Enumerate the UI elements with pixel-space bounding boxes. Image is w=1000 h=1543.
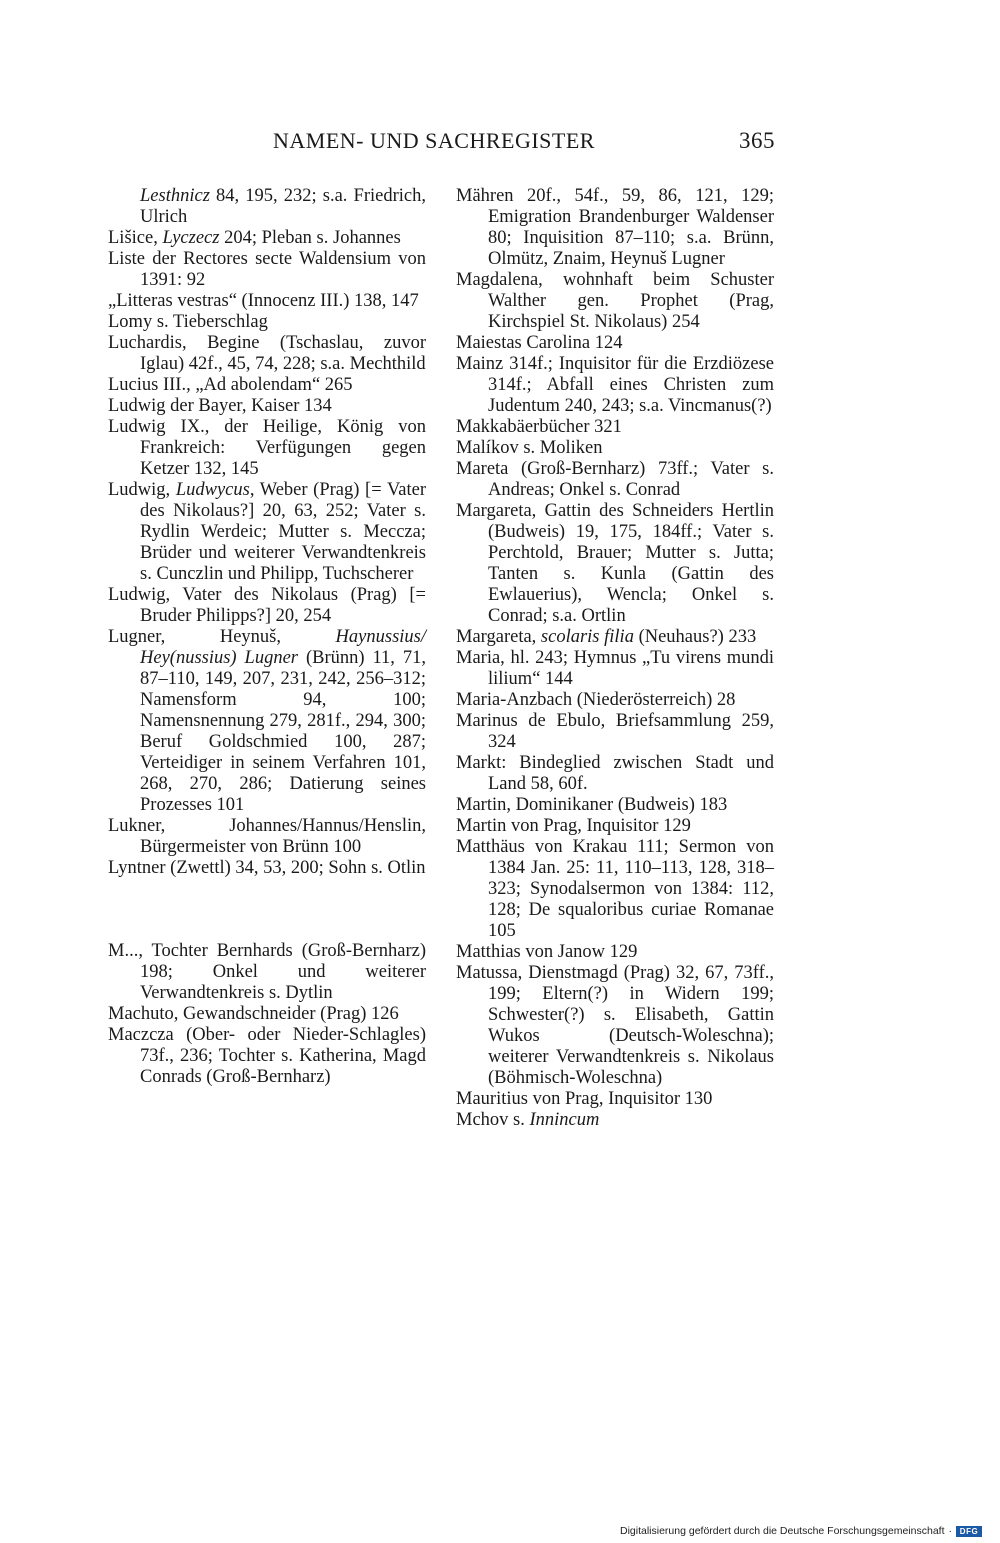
index-column-right: [456, 186, 774, 1131]
section-gap: [108, 879, 426, 941]
index-entry: Margareta, scolaris filia (Neuhaus?) 233: [456, 627, 757, 647]
index-entry: Margareta, Gattin des Schneiders Hertlin (Budweis) 19, 175, 184ff.; Vater s. Perchtold, Brauer; Mutter s. Jutta; Tanten s. Kunla (Gattin des Ewlauerius), Wencla; Onkel s. Conrad; s.a. Ortlin: [456, 501, 774, 626]
index-entry: Matussa, Dienstmagd (Prag) 32, 67, 73ff., 199; Eltern(?) in Widern 199; Schwester(?) s. Elisabeth, Gattin Wukos (Deutsch-Woleschna); weiterer Verwandtenkreis s. Nikolaus (Böhmisch-Woleschna): [456, 963, 774, 1088]
index-entry: Matthias von Janow 129: [456, 942, 638, 962]
index-entry: Makkabäerbücher 321: [456, 417, 622, 437]
index-entry: Markt: Bindeglied zwischen Stadt und Land 58, 60f.: [456, 753, 774, 794]
index-entry: Lukner, Johannes/Hannus/Henslin, Bürgermeister von Brünn 100: [108, 816, 426, 857]
page-number: 365: [739, 128, 775, 153]
index-entry: Maria-Anzbach (Niederösterreich) 28: [456, 690, 736, 710]
index-entry: Lomy s. Tieberschlag: [108, 312, 268, 332]
index-entry: Maiestas Carolina 124: [456, 333, 623, 353]
index-entry: Mainz 314f.; Inquisitor für die Erzdiözese 314f.; Abfall eines Christen zum Judentum 240, 243; s.a. Vincmanus(?): [456, 354, 774, 416]
index-entry: Malíkov s. Moliken: [456, 438, 603, 458]
index-entry: Lugner, Heynuš, Haynussius/ Hey(nussius) Lugner (Brünn) 11, 71, 87–110, 149, 207, 231, 242, 256–312; Namensform 94, 100; Namensnennung 279, 281f., 294, 300; Beruf Goldschmied 100, 287; Verteidiger in seinem Verfahren 101, 268, 270, 286; Datierung seines Prozesses 101: [108, 627, 426, 815]
index-entry: Maczcza (Ober- oder Nieder-Schlagles) 73f., 236; Tochter s. Katherina, Magd Conrads (Groß-Bernharz): [108, 1025, 426, 1087]
index-entry: Mareta (Groß-Bernharz) 73ff.; Vater s. Andreas; Onkel s. Conrad: [456, 459, 774, 500]
index-entry: Lišice, Lyczecz 204; Pleban s. Johannes: [108, 228, 401, 248]
index-entry: Martin, Dominikaner (Budweis) 183: [456, 795, 728, 815]
dfg-logo: DFG: [956, 1526, 982, 1537]
index-entry: M..., Tochter Bernhards (Groß-Bernharz) 198; Onkel und weiterer Verwandtenkreis s. Dytlin: [108, 941, 426, 1003]
index-entry: Ludwig, Ludwycus, Weber (Prag) [= Vater des Nikolaus?] 20, 63, 252; Vater s. Rydlin Werdeic; Mutter s. Meccza; Brüder und weiterer Verwandtenkreis s. Cunczlin und Philipp, Tuchscherer: [108, 480, 426, 584]
index-entry: Matthäus von Krakau 111; Sermon von 1384 Jan. 25: 11, 110–113, 128, 318–323; Synodalsermon von 1384: 112, 128; De squaloribus curiae Romanae 105: [456, 837, 774, 941]
index-entry: Lesthnicz 84, 195, 232; s.a. Friedrich, Ulrich: [140, 186, 426, 227]
footer-text: Digitalisierung gefördert durch die Deutsche Forschungsgemeinschaft: [619, 1525, 945, 1537]
index-column-left: [108, 186, 426, 1088]
index-entry: Lucius III., „Ad abolendam“ 265: [108, 375, 353, 395]
index-entry: Maria, hl. 243; Hymnus „Tu virens mundi lilium“ 144: [456, 648, 774, 689]
index-entry: Liste der Rectores secte Waldensium von 1391: 92: [108, 249, 426, 290]
index-entry: Ludwig, Vater des Nikolaus (Prag) [= Bruder Philipps?] 20, 254: [108, 585, 426, 626]
index-entry: Luchardis, Begine (Tschaslau, zuvor Iglau) 42f., 45, 74, 228; s.a. Mechthild: [108, 333, 426, 374]
footer-credit: Digitalisierung gefördert durch die Deutsche Forschungsgemeinschaft · DFG: [620, 1525, 982, 1537]
index-entry: Mähren 20f., 54f., 59, 86, 121, 129; Emigration Brandenburger Waldenser 80; Inquisition 87–110; s.a. Brünn, Olmütz, Znaim, Heynuš Lugner: [456, 186, 774, 269]
index-entry: Marinus de Ebulo, Briefsammlung 259, 324: [456, 711, 774, 752]
index-entry: Ludwig IX., der Heilige, König von Frankreich: Verfügungen gegen Ketzer 132, 145: [108, 417, 426, 479]
index-entry: Mauritius von Prag, Inquisitor 130: [456, 1089, 713, 1109]
index-entry: Martin von Prag, Inquisitor 129: [456, 816, 691, 836]
index-entry: Mchov s. Innincum: [456, 1110, 600, 1130]
page-title: NAMEN- UND SACHREGISTER: [273, 128, 595, 153]
index-entry: „Litteras vestras“ (Innocenz III.) 138, 147: [108, 291, 419, 311]
index-entry: Machuto, Gewandschneider (Prag) 126: [108, 1004, 399, 1024]
index-entry: Magdalena, wohnhaft beim Schuster Walther gen. Prophet (Prag, Kirchspiel St. Nikolaus) 254: [456, 270, 774, 332]
index-entry: Ludwig der Bayer, Kaiser 134: [108, 396, 332, 416]
index-entry: Lyntner (Zwettl) 34, 53, 200; Sohn s. Otlin: [108, 858, 426, 878]
